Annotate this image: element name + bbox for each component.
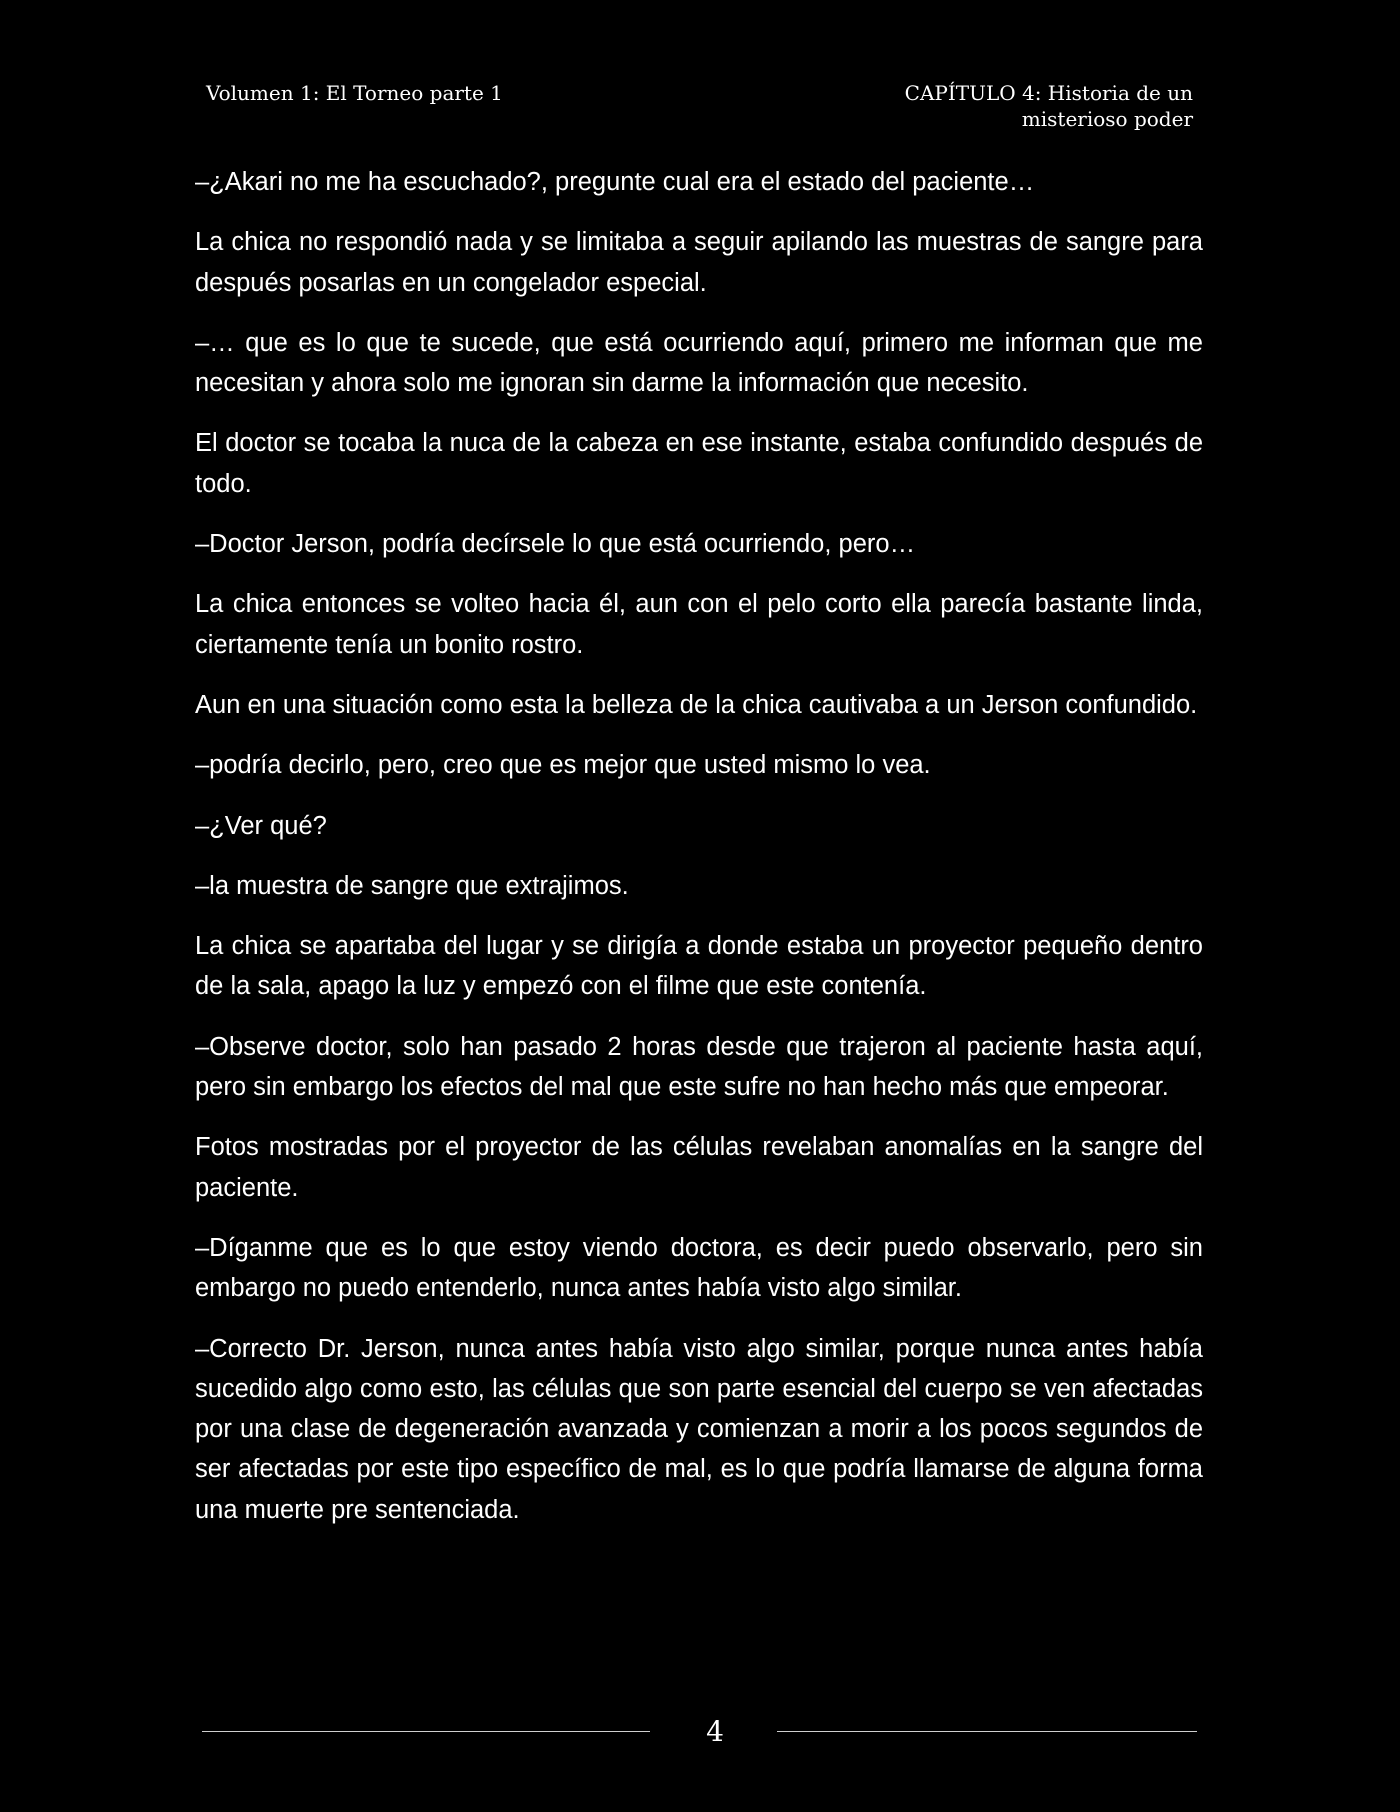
paragraph: –Correcto Dr. Jerson, nunca antes había visto algo similar, porque nunca antes había sucedido algo como esto, las células que son parte esencial del cuerpo se ven afectadas por una clase de degeneración avanzada y comienzan a morir a los pocos segundos de ser afectadas por este tipo específico de mal, es lo que podría llamarse de alguna forma una muerte pre sentenciada. (195, 1334, 1203, 1524)
footer-rule-left (202, 1731, 650, 1732)
paragraph: Aun en una situación como esta la belleza de la chica cautivaba a un Jerson confundido. (195, 690, 1198, 719)
paragraph: –Observe doctor, solo han pasado 2 horas desde que trajeron al paciente hasta aquí, pero sin embargo los efectos del mal que este sufre no han hecho más que empeorar. (195, 1032, 1203, 1102)
paragraph: –¿Akari no me ha escuchado?, pregunte cual era el estado del paciente… (195, 168, 1035, 196)
body-text (195, 162, 1203, 1550)
paragraph: La chica se apartaba del lugar y se dirigía a donde estaba un proyector pequeño dentro de la sala, apago la luz y empezó con el filme que este contenía. (195, 932, 1203, 1001)
footer-rule-right (777, 1731, 1197, 1732)
running-header-chapter (863, 80, 1193, 132)
paragraph: El doctor se tocaba la nuca de la cabeza en ese instante, estaba confundido después de todo. (195, 429, 1203, 498)
running-header-volume: Volumen 1: El Torneo parte 1 (206, 81, 503, 105)
paragraph: –¿Ver qué? (195, 811, 327, 840)
page-footer (202, 1712, 1197, 1752)
paragraph: La chica entonces se volteo hacia él, aun con el pelo corto ella parecía bastante linda, ciertamente tenía un bonito rostro. (195, 590, 1203, 659)
chapter-title-line-1: CAPÍTULO 4: Historia de un (904, 81, 1193, 105)
paragraph: Fotos mostradas por el proyector de las células revelaban anomalías en la sangre del paciente. (195, 1133, 1203, 1202)
paragraph: La chica no respondió nada y se limitaba a seguir apilando las muestras de sangre para después posarlas en un congelador especial. (195, 228, 1203, 297)
paragraph: –la muestra de sangre que extrajimos. (195, 871, 629, 900)
paragraph: –podría decirlo, pero, creo que es mejor que usted mismo lo vea. (195, 751, 931, 780)
chapter-title-line-2: misterioso poder (1021, 107, 1193, 131)
paragraph: –… que es lo que te sucede, que está ocurriendo aquí, primero me informan que me necesitan y ahora solo me ignoran sin darme la información que necesito. (195, 328, 1203, 398)
page-number: 4 (706, 1715, 724, 1748)
paragraph: –Díganme que es lo que estoy viendo doctora, es decir puedo observarlo, pero sin embargo no puedo entenderlo, nunca antes había visto algo similar. (195, 1233, 1203, 1303)
paragraph: –Doctor Jerson, podría decírsele lo que está ocurriendo, pero… (195, 530, 916, 559)
